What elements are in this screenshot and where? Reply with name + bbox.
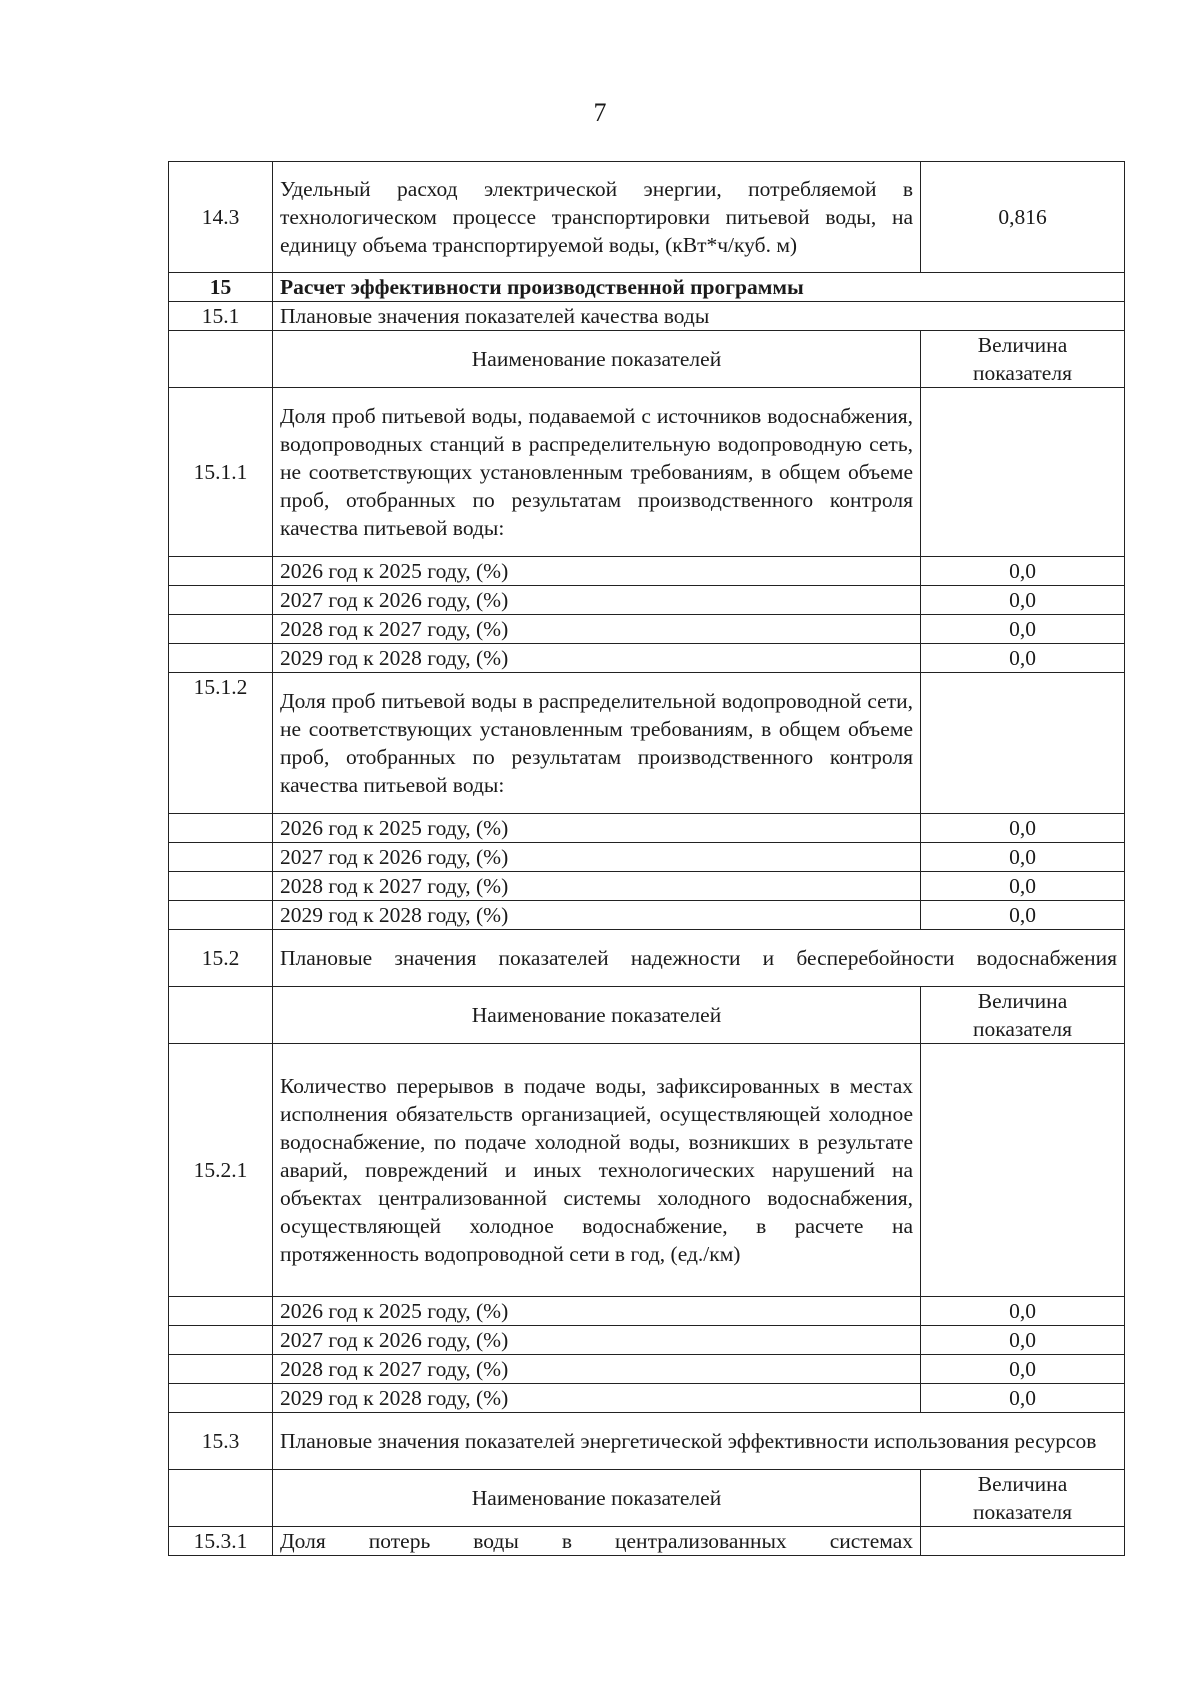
table-row xyxy=(169,615,1125,644)
header-value: Величина показателя xyxy=(921,1470,1125,1527)
table-row xyxy=(169,586,1125,615)
header-name: Наименование показателей xyxy=(273,331,921,388)
subsection-title: Плановые значения показателей качества воды xyxy=(273,302,1125,331)
table-row-15-1-1 xyxy=(169,388,1125,557)
indicator-text: Доля проб питьевой воды в распределительной водопроводной сети, не соответствующих установленным требованиям, в общем объеме проб, отобранных по результатам производственного контроля качества питьевой воды: xyxy=(273,673,921,814)
row-number: 14.3 xyxy=(169,162,273,273)
empty-cell xyxy=(921,1044,1125,1297)
empty-cell xyxy=(169,331,273,388)
year-value: 0,0 xyxy=(921,1297,1125,1326)
table-row xyxy=(169,814,1125,843)
table-header-row xyxy=(169,331,1125,388)
year-label: 2026 год к 2025 году, (%) xyxy=(273,557,921,586)
year-label: 2029 год к 2028 году, (%) xyxy=(273,901,921,930)
year-value: 0,0 xyxy=(921,586,1125,615)
subsection-number: 15.1 xyxy=(169,302,273,331)
table-header-row xyxy=(169,987,1125,1044)
empty-cell xyxy=(169,586,273,615)
header-name: Наименование показателей xyxy=(273,987,921,1044)
year-value: 0,0 xyxy=(921,1384,1125,1413)
empty-cell xyxy=(169,843,273,872)
row-number: 15.1.2 xyxy=(169,673,273,814)
year-label: 2028 год к 2027 году, (%) xyxy=(273,615,921,644)
year-label: 2027 год к 2026 году, (%) xyxy=(273,843,921,872)
table-row-15 xyxy=(169,273,1125,302)
table-row-15-1 xyxy=(169,302,1125,331)
subsection-number: 15.3 xyxy=(169,1413,273,1470)
table-row-15-3 xyxy=(169,1413,1125,1470)
section-number: 15 xyxy=(169,273,273,302)
table-row-15-2 xyxy=(169,930,1125,987)
year-label: 2028 год к 2027 году, (%) xyxy=(273,872,921,901)
year-label: 2027 год к 2026 году, (%) xyxy=(273,1326,921,1355)
table-row xyxy=(169,1384,1125,1413)
year-label: 2027 год к 2026 году, (%) xyxy=(273,586,921,615)
year-label: 2028 год к 2027 году, (%) xyxy=(273,1355,921,1384)
empty-cell xyxy=(169,615,273,644)
subsection-number: 15.2 xyxy=(169,930,273,987)
empty-cell xyxy=(169,872,273,901)
row-number: 15.1.1 xyxy=(169,388,273,557)
table-row xyxy=(169,872,1125,901)
year-value: 0,0 xyxy=(921,872,1125,901)
section-title: Расчет эффективности производственной программы xyxy=(273,273,1125,302)
table-row xyxy=(169,1297,1125,1326)
year-label: 2026 год к 2025 году, (%) xyxy=(273,814,921,843)
empty-cell xyxy=(169,1297,273,1326)
empty-cell xyxy=(921,673,1125,814)
indicator-text: Удельный расход электрической энергии, потребляемой в технологическом процессе транспортировки питьевой воды, на единицу объема транспортируемой воды, (кВт*ч/куб. м) xyxy=(273,162,921,273)
table-row xyxy=(169,557,1125,586)
empty-cell xyxy=(169,901,273,930)
empty-cell xyxy=(169,1326,273,1355)
empty-cell xyxy=(921,388,1125,557)
indicators-table xyxy=(168,161,1125,1556)
indicator-text: Доля проб питьевой воды, подаваемой с источников водоснабжения, водопроводных станций в распределительную водопроводную сеть, не соответствующих установленным требованиям, в общем объеме проб, отобранных по результатам производственного контроля качества питьевой воды: xyxy=(273,388,921,557)
year-value: 0,0 xyxy=(921,615,1125,644)
empty-cell xyxy=(169,557,273,586)
year-value: 0,0 xyxy=(921,1326,1125,1355)
empty-cell xyxy=(921,1527,1125,1556)
indicator-value: 0,816 xyxy=(921,162,1125,273)
subsection-title: Плановые значения показателей надежности и бесперебойности водоснабжения xyxy=(273,930,1125,987)
table-row xyxy=(169,843,1125,872)
empty-cell xyxy=(169,814,273,843)
header-value: Величина показателя xyxy=(921,987,1125,1044)
year-value: 0,0 xyxy=(921,557,1125,586)
empty-cell xyxy=(169,1470,273,1527)
year-value: 0,0 xyxy=(921,843,1125,872)
table-row-14-3 xyxy=(169,162,1125,273)
row-number: 15.3.1 xyxy=(169,1527,273,1556)
year-label: 2026 год к 2025 году, (%) xyxy=(273,1297,921,1326)
table-row-15-3-1 xyxy=(169,1527,1125,1556)
header-value: Величина показателя xyxy=(921,331,1125,388)
year-value: 0,0 xyxy=(921,814,1125,843)
year-label: 2029 год к 2028 году, (%) xyxy=(273,1384,921,1413)
page-number: 7 xyxy=(593,98,607,127)
table-row-15-1-2 xyxy=(169,673,1125,814)
year-value: 0,0 xyxy=(921,901,1125,930)
indicator-text: Количество перерывов в подаче воды, зафиксированных в местах исполнения обязательств организацией, осуществляющей холодное водоснабжение, по подаче холодной воды, возникших в результате аварий, повреждений и иных технологических нарушений на объектах централизованной системы холодного водоснабжения, осуществляющей холодное водоснабжение, в расчете на протяженность водопроводной сети в год, (ед./км) xyxy=(273,1044,921,1297)
empty-cell xyxy=(169,1384,273,1413)
header-name: Наименование показателей xyxy=(273,1470,921,1527)
subsection-title: Плановые значения показателей энергетической эффективности использования ресурсов xyxy=(273,1413,1125,1470)
indicator-text: Доля потерь воды в централизованных системах xyxy=(273,1527,921,1556)
row-number: 15.2.1 xyxy=(169,1044,273,1297)
table-row-15-2-1 xyxy=(169,1044,1125,1297)
empty-cell xyxy=(169,1355,273,1384)
year-value: 0,0 xyxy=(921,1355,1125,1384)
empty-cell xyxy=(169,644,273,673)
table-row xyxy=(169,1355,1125,1384)
table-row xyxy=(169,901,1125,930)
year-value: 0,0 xyxy=(921,644,1125,673)
table-row xyxy=(169,644,1125,673)
year-label: 2029 год к 2028 году, (%) xyxy=(273,644,921,673)
table-row xyxy=(169,1326,1125,1355)
table-header-row xyxy=(169,1470,1125,1527)
empty-cell xyxy=(169,987,273,1044)
